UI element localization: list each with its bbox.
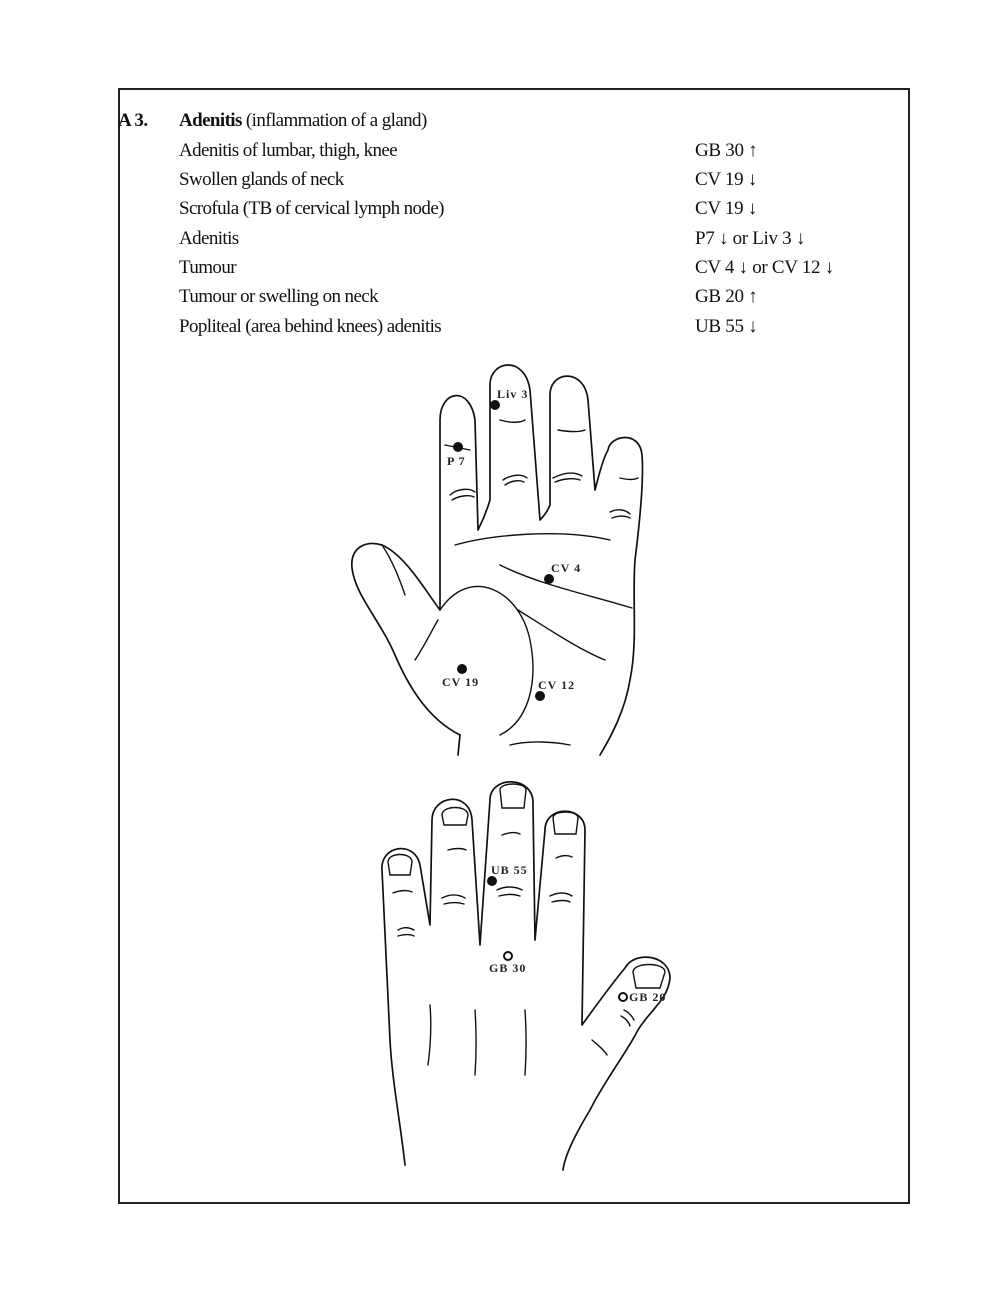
cv4-point-marker bbox=[544, 574, 554, 584]
point-cell: CV 19 ↓ bbox=[695, 169, 757, 190]
liv3-label: Liv 3 bbox=[497, 387, 529, 401]
cv12-label: CV 12 bbox=[538, 678, 576, 692]
p7-point-marker bbox=[453, 442, 463, 452]
palm-hand-drawing bbox=[352, 365, 643, 755]
point-cell: UB 55 ↓ bbox=[695, 316, 758, 337]
title-bold: Adenitis bbox=[179, 110, 242, 131]
title-rest: (inflammation of a gland) bbox=[241, 110, 427, 131]
condition-row: Adenitis of lumbar, thigh, knee bbox=[179, 140, 398, 161]
p7-label: P 7 bbox=[447, 454, 466, 468]
condition-row: Swollen glands of neck bbox=[179, 169, 344, 190]
liv3-point-marker bbox=[490, 400, 500, 410]
condition-row: Popliteal (area behind knees) adenitis bbox=[179, 316, 442, 337]
point-cell: CV 4 ↓ or CV 12 ↓ bbox=[695, 257, 834, 278]
section-number: A 3. bbox=[118, 110, 148, 131]
condition-row: Tumour or swelling on neck bbox=[179, 286, 379, 307]
cv19-label: CV 19 bbox=[442, 675, 480, 689]
point-cell: GB 30 ↑ bbox=[695, 140, 758, 161]
gb30-label: GB 30 bbox=[489, 961, 527, 975]
gb20-point-marker bbox=[619, 993, 627, 1001]
point-cell: CV 19 ↓ bbox=[695, 198, 757, 219]
ub55-point-marker bbox=[487, 876, 497, 886]
cv19-point-marker bbox=[457, 664, 467, 674]
gb20-label: GB 20 bbox=[629, 990, 667, 1004]
point-cell: GB 20 ↑ bbox=[695, 286, 758, 307]
back-hand-drawing bbox=[382, 782, 670, 1170]
condition-row: Adenitis bbox=[179, 228, 239, 249]
cv4-label: CV 4 bbox=[551, 561, 582, 575]
ub55-label: UB 55 bbox=[491, 863, 528, 877]
condition-row: Scrofula (TB of cervical lymph node) bbox=[179, 198, 444, 219]
cv12-point-marker bbox=[535, 691, 545, 701]
condition-row: Tumour bbox=[179, 257, 236, 278]
gb30-point-marker bbox=[504, 952, 512, 960]
point-cell: P7 ↓ or Liv 3 ↓ bbox=[695, 228, 806, 249]
